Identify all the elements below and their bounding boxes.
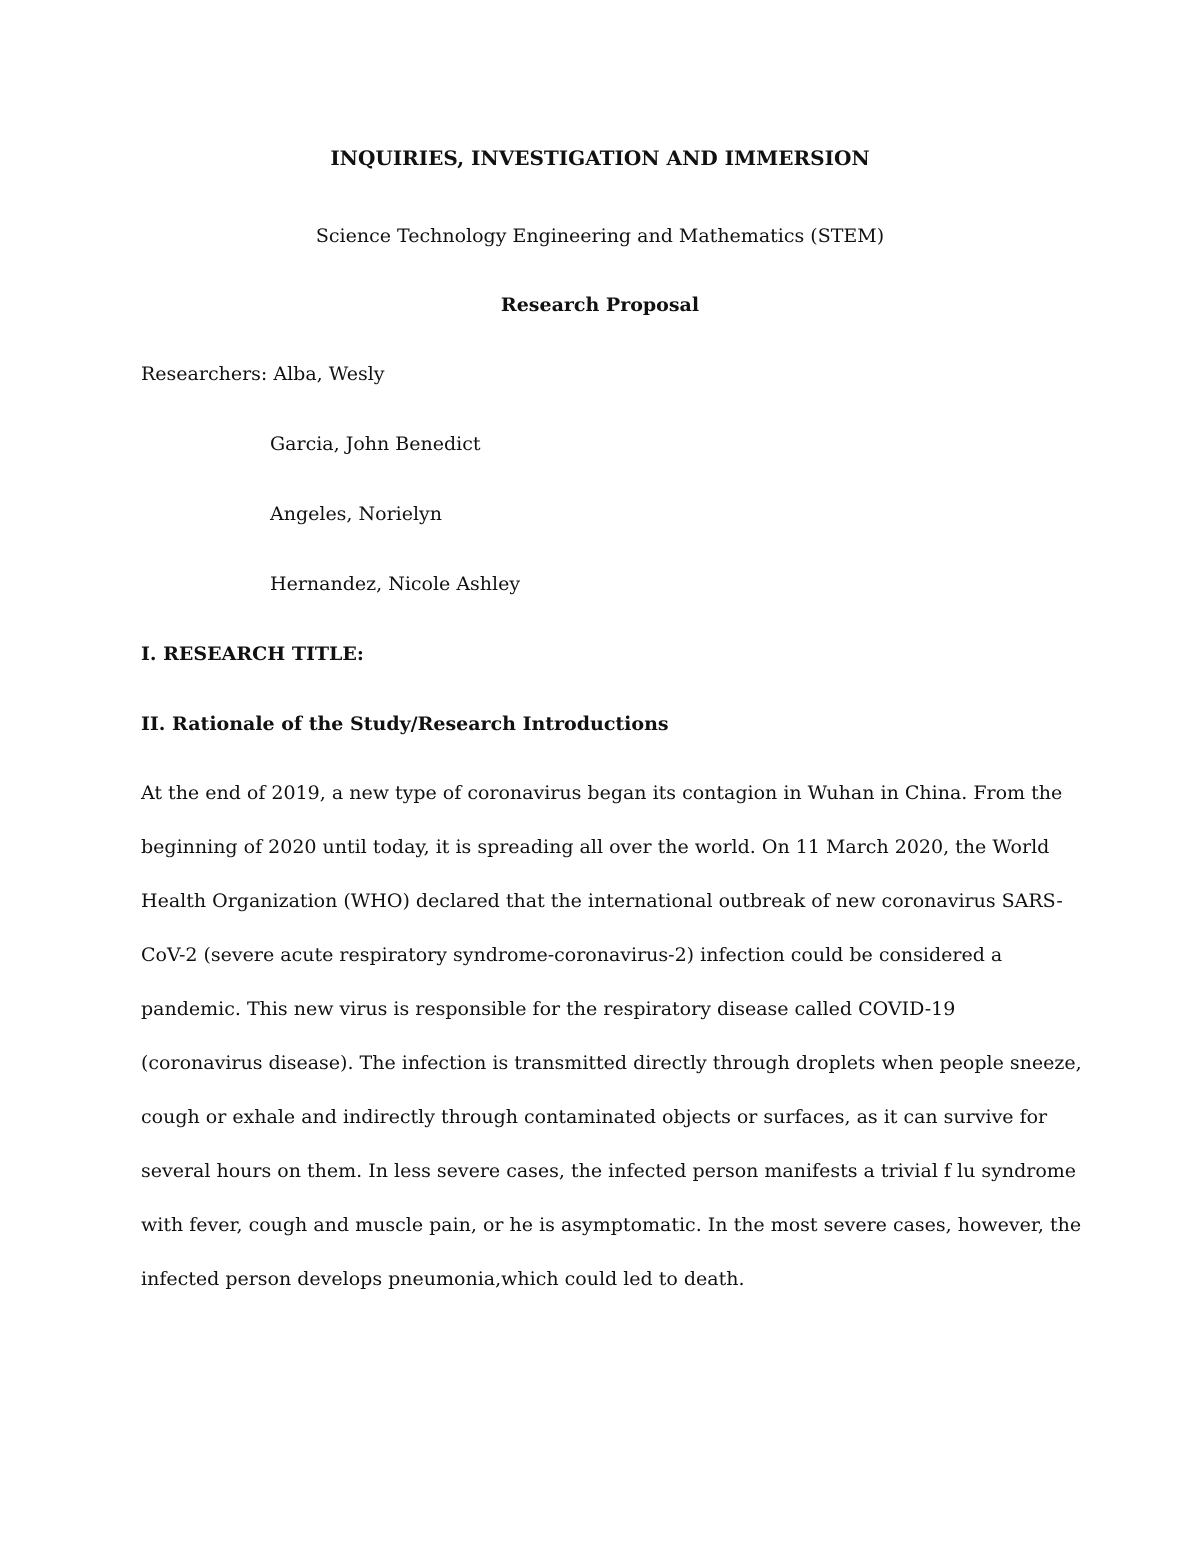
paragraph-line: (coronavirus disease). The infection is transmitted directly through droplets when people sneeze, <box>141 1052 1082 1074</box>
paragraph-line: Health Organization (WHO) declared that the international outbreak of new coronavirus SARS- <box>141 890 1063 912</box>
researchers-label: Researchers: <box>141 363 268 385</box>
researcher-name: Alba, Wesly <box>273 363 385 385</box>
researcher-name: Garcia, John Benedict <box>270 433 481 455</box>
researcher-name: Hernandez, Nicole Ashley <box>270 573 521 595</box>
paragraph-line: CoV-2 (severe acute respiratory syndrome-coronavirus-2) infection could be considered a <box>141 944 1003 966</box>
document-type: Research Proposal <box>500 294 700 316</box>
paragraph-line: At the end of 2019, a new type of coronavirus began its contagion in Wuhan in China. From the <box>141 782 1063 804</box>
section-heading-rationale: II. Rationale of the Study/Research Introductions <box>141 713 669 735</box>
paragraph-line: several hours on them. In less severe cases, the infected person manifests a trivial f lu syndrome <box>141 1160 1077 1182</box>
paragraph-line: infected person develops pneumonia,which could led to death. <box>141 1268 745 1290</box>
document-subtitle: Science Technology Engineering and Mathematics (STEM) <box>315 225 885 247</box>
researchers-line <box>141 362 385 386</box>
document-title: INQUIRIES, INVESTIGATION AND IMMERSION <box>330 146 870 170</box>
paragraph-line: cough or exhale and indirectly through contaminated objects or surfaces, as it can survive for <box>141 1106 1048 1128</box>
section-heading-research-title: I. RESEARCH TITLE: <box>141 643 364 665</box>
paragraph-line: pandemic. This new virus is responsible for the respiratory disease called COVID-19 <box>141 998 956 1020</box>
paragraph-line: beginning of 2020 until today, it is spreading all over the world. On 11 March 2020, the World <box>141 836 1050 858</box>
paragraph-line: with fever, cough and muscle pain, or he is asymptomatic. In the most severe cases, however, the <box>141 1214 1082 1236</box>
researcher-name: Angeles, Norielyn <box>270 503 443 525</box>
